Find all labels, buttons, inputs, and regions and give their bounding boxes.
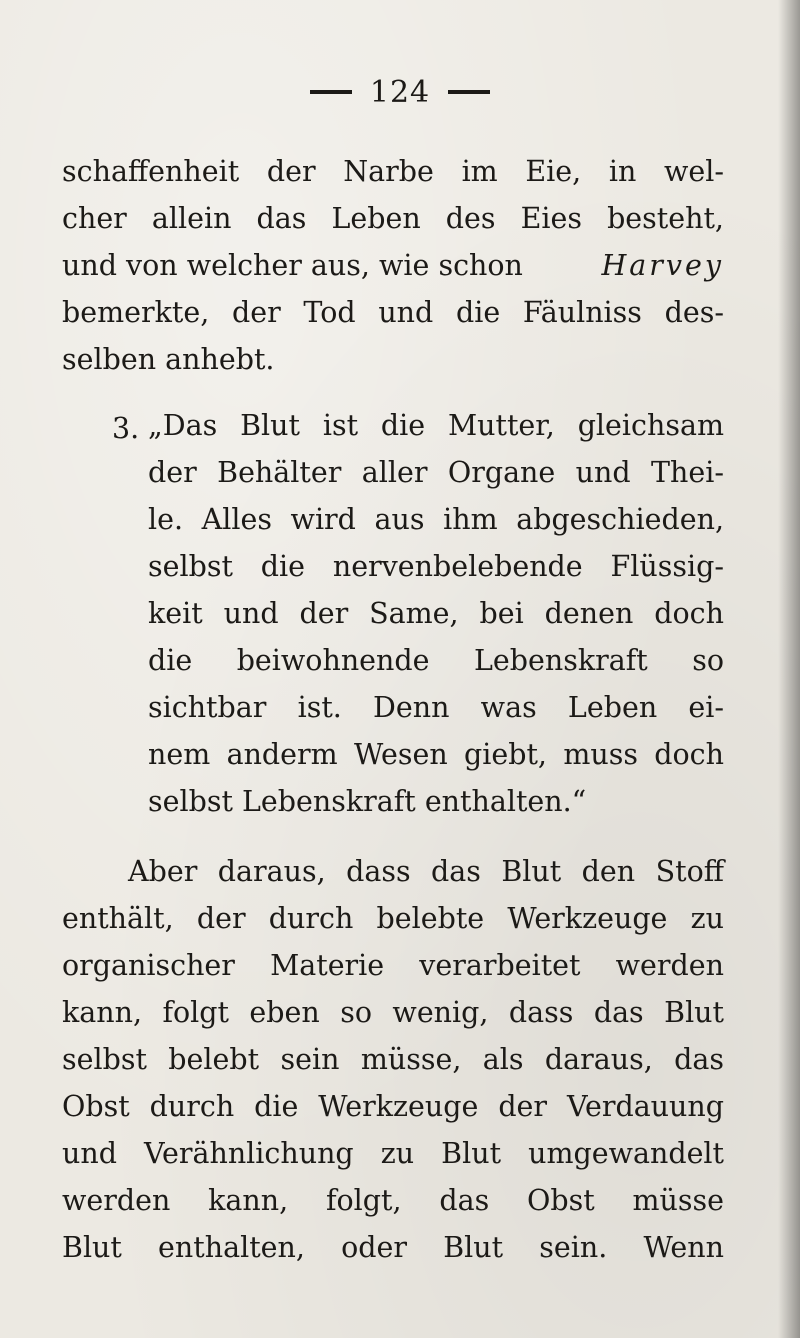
text-line: Blut enthalten, oder Blut sein. Wenn	[62, 1231, 724, 1264]
text-line: selben anhebt.	[62, 343, 275, 376]
header-dash-left	[310, 90, 352, 94]
quote-line: keit und der Same, bei denen doch	[148, 597, 724, 630]
name-harvey: Harvey	[601, 249, 724, 282]
quote-line: le. Alles wird aus ihm abgeschieden,	[148, 503, 724, 536]
text-line: und Verähnlichung zu Blut umgewandelt	[62, 1137, 724, 1170]
text-line: selbst belebt sein müsse, als daraus, das	[62, 1043, 724, 1076]
quote-line: sichtbar ist. Denn was Leben ei-	[148, 691, 724, 724]
text-line-part: und von welcher aus, wie schon	[62, 249, 523, 282]
text-line: schaffenheit der Narbe im Eie, in wel-	[62, 155, 724, 188]
text-line: organischer Materie verarbeitet werden	[62, 949, 724, 982]
page-number: 124	[369, 74, 431, 110]
page-edge-shadow	[778, 0, 800, 1338]
text-line: cher allein das Leben des Eies besteht,	[62, 202, 724, 235]
item-number: 3.	[112, 412, 140, 445]
text-line: Aber daraus, dass das Blut den Stoff	[128, 855, 724, 888]
text-line: werden kann, folgt, das Obst müsse	[62, 1184, 724, 1217]
page-header	[0, 72, 800, 112]
text-line: Obst durch die Werkzeuge der Verdauung	[62, 1090, 724, 1123]
text-line: kann, folgt eben so wenig, dass das Blut	[62, 996, 724, 1029]
quote-line: „Das Blut ist die Mutter, gleichsam	[148, 409, 724, 442]
quote-line: nem anderm Wesen giebt, muss doch	[148, 738, 724, 771]
quote-line: selbst die nervenbelebende Flüssig-	[148, 550, 724, 583]
quote-line: die beiwohnende Lebenskraft so	[148, 644, 724, 677]
text-line	[62, 249, 724, 282]
quote-line: selbst Lebenskraft enthalten.“	[148, 785, 587, 818]
text-line: bemerkte, der Tod und die Fäulniss des-	[62, 296, 724, 329]
header-dash-right	[448, 90, 490, 94]
quote-line: der Behälter aller Organe und Thei-	[148, 456, 724, 489]
text-line: enthält, der durch belebte Werkzeuge zu	[62, 902, 724, 935]
